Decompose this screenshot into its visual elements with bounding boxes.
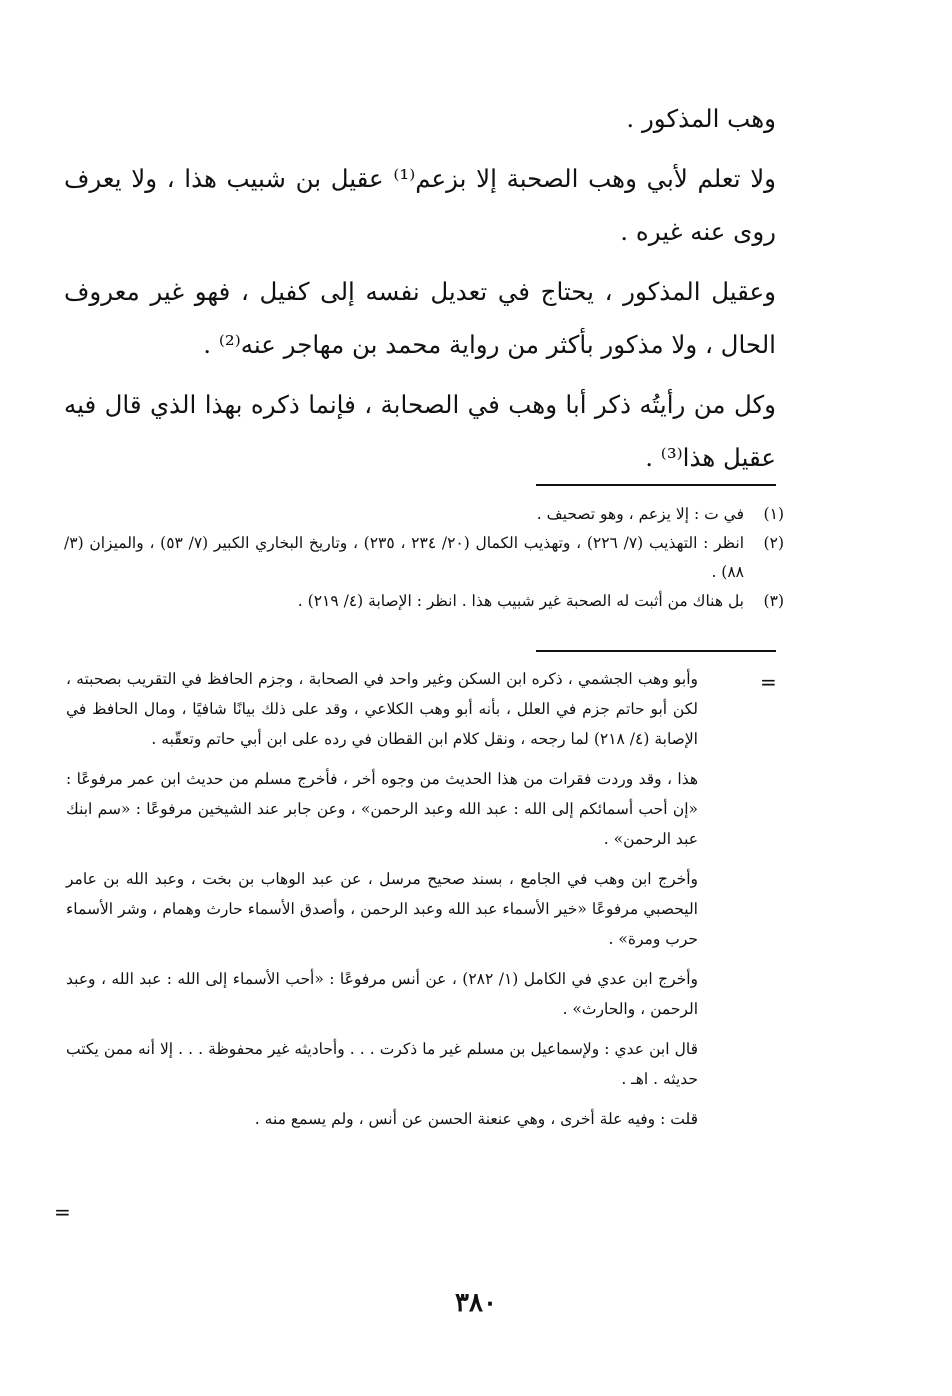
main-paragraph: ولا تعلم لأبي وهب الصحبة إلا بزعم⁽¹⁾ عقيل بن شبيب هذا ، ولا يعرف روى عنه غيره . [64, 164, 776, 246]
main-paragraph: وهب المذكور . [626, 104, 776, 133]
footnote [64, 500, 784, 529]
commentary-paragraph: وأخرج ابن وهب في الجامع ، بسند صحيح مرسل ، عن عبد الوهاب بن بخت ، وعبد الله بن عامر اليحصبي مرفوعًا «خير الأسماء عبد الله وعبد الرحمن ، وأصدق الأسماء حارث وهمام ، وشر الأسماء حرب ومرة» . [66, 870, 698, 948]
commentary-separator [536, 650, 776, 652]
commentary [66, 664, 698, 1144]
footnote-number: (٢) [763, 534, 784, 552]
footnote-number: (٣) [763, 592, 784, 610]
main-text [64, 92, 776, 491]
footnote-text: في ت : إلا يزعم ، وهو تصحيف . [536, 505, 744, 523]
footnotes [64, 500, 784, 616]
footnote-text: بل هناك من أثبت له الصحبة غير شبيب هذا . انظر : الإصابة (٤/ ٢١٩) . [297, 592, 744, 610]
footnote [64, 587, 784, 616]
commentary-paragraph: هذا ، وقد وردت فقرات من هذا الحديث من وجوه أخر ، فأخرج مسلم من حديث ابن عمر مرفوعًا : «إن أحب أسمائكم إلى الله : عبد الله وعبد الرحمن» ، وعن جابر عند الشيخين مرفوعًا : «سم ابنك عبد الرحمن» . [66, 770, 698, 848]
footnote [64, 529, 784, 587]
main-paragraph: وكل من رأيتُه ذكر أبا وهب في الصحابة ، فإنما ذكره بهذا الذي قال فيه عقيل هذا⁽³⁾ . [64, 390, 776, 472]
commentary-paragraph: وأبو وهب الجشمي ، ذكره ابن السكن وغير واحد في الصحابة ، وجزم الحافظ في التقريب بصحبته ، لكن أبو حاتم جزم في العلل ، بأنه أبو وهب الكلاعي ، وقد على ذلك بيانًا شافيًا ، ومال الحافظ في الإصابة (٤/ ٢١٨) لما رجحه ، ونقل كلام ابن القطان في رده على ابن أبي حاتم وتعقّبه . [66, 670, 698, 748]
commentary-paragraph: وأخرج ابن عدي في الكامل (١/ ٢٨٢) ، عن أنس مرفوعًا : «أحب الأسماء إلى الله : عبد الله ، وعبد الرحمن ، والحارث» . [66, 970, 698, 1018]
footnote-number: (١) [763, 505, 784, 523]
main-paragraph: وعقيل المذكور ، يحتاج في تعديل نفسه إلى كفيل ، فهو غير معروف الحال ، ولا مذكور بأكثر من رواية محمد بن مهاجر عنه⁽²⁾ . [64, 277, 776, 359]
footnote-text: انظر : التهذيب (٧/ ٢٢٦) ، وتهذيب الكمال (٢٠/ ٢٣٤ ، ٢٣٥) ، وتاريخ البخاري الكبير (٧/ ٥٣) ، والميزان (٣/ ٨٨) . [64, 534, 745, 581]
continuation-mark-end: = [54, 1200, 71, 1224]
page-number: ٣٨٠ [455, 1288, 497, 1318]
continuation-mark: = [760, 670, 777, 694]
commentary-paragraph: قلت : وفيه علة أخرى ، وهي عنعنة الحسن عن أنس ، ولم يسمع منه . [254, 1110, 698, 1128]
footnote-separator [536, 484, 776, 486]
commentary-paragraph: قال ابن عدي : ولإسماعيل بن مسلم غير ما ذكرت . . . وأحاديثه غير محفوظة . . . إلا أنه ممن يكتب حديثه . اهـ . [66, 1040, 698, 1088]
